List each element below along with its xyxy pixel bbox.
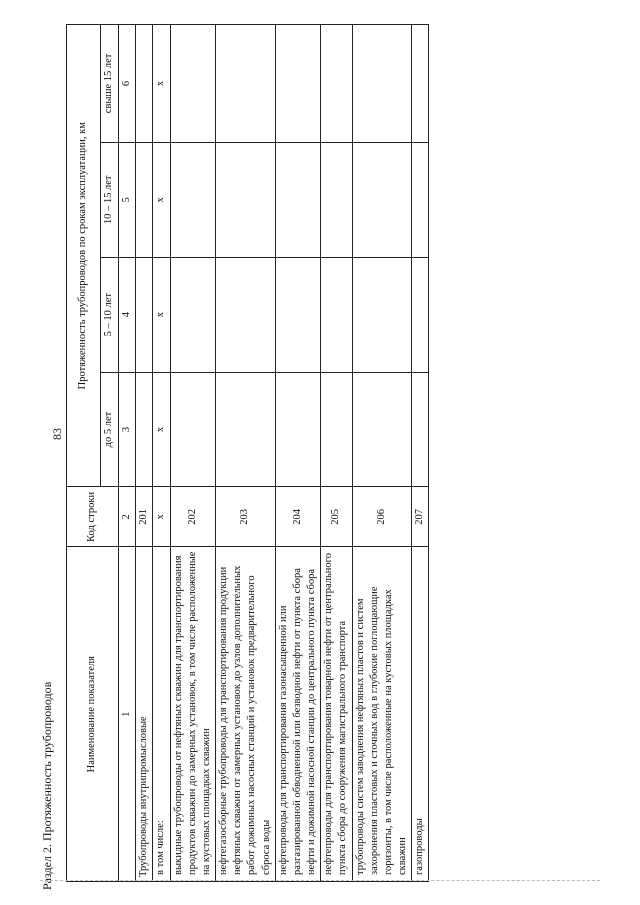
cell-value xyxy=(321,25,352,143)
row-code: х xyxy=(153,487,170,547)
cell-value xyxy=(275,142,321,257)
header-sub-4: свыше 15 лет xyxy=(101,25,119,143)
page-number: 83 xyxy=(50,428,64,440)
cell-value: х xyxy=(153,25,170,143)
cell-value xyxy=(136,142,153,257)
header-group: Протяженность трубопроводов по срокам эксплуатации, км xyxy=(67,25,101,487)
header-sub-3: 10 – 15 лет xyxy=(101,142,119,257)
row-code: 203 xyxy=(216,487,276,547)
cell-value xyxy=(321,257,352,372)
row-name: нефтепроводы для транспортирования газонасыщенной или разгазированной обводненной или безводной нефти от пункта сбора нефти и дожимной насосной станции до центрального пункта сбора xyxy=(275,547,321,882)
cell-value xyxy=(170,142,216,257)
cell-value xyxy=(352,257,412,372)
header-sub-1: до 5 лет xyxy=(101,372,119,487)
row-name: в том числе: xyxy=(153,547,170,882)
cell-value xyxy=(136,257,153,372)
cell-value xyxy=(275,25,321,143)
row-name: выкидные трубопроводы от нефтяных скважин для транспортирования продуктов скважин до замерных установок, в том числе расположенные на кустовых площадках скважин xyxy=(170,547,216,882)
cell-value xyxy=(170,372,216,487)
row-code: 207 xyxy=(412,487,429,547)
col-number-6: 6 xyxy=(119,25,136,143)
cell-value: х xyxy=(153,372,170,487)
col-number-4: 4 xyxy=(119,257,136,372)
cell-value xyxy=(216,142,276,257)
table-row xyxy=(352,25,412,882)
row-code: 201 xyxy=(136,487,153,547)
cell-value xyxy=(275,372,321,487)
cell-value xyxy=(136,372,153,487)
row-name: нефтегазосборные трубопроводы для транспортирования продукции нефтяных скважин от замерных установок до узлов дополнительных работ дожимных насосных станций и установок предварительного сброса воды xyxy=(216,547,276,882)
col-number-1: 1 xyxy=(119,547,136,882)
scan-edge-divider xyxy=(40,880,600,881)
cell-value xyxy=(275,257,321,372)
rotated-page-content xyxy=(40,30,640,890)
cell-value: х xyxy=(153,142,170,257)
cell-value xyxy=(170,257,216,372)
section-title: Раздел 2. Протяженность трубопроводов xyxy=(40,681,54,890)
cell-value xyxy=(352,25,412,143)
cell-value xyxy=(412,25,429,143)
cell-value: х xyxy=(153,257,170,372)
cell-value xyxy=(216,372,276,487)
col-number-2: 2 xyxy=(119,487,136,547)
col-number-3: 3 xyxy=(119,372,136,487)
table-row xyxy=(170,25,216,882)
cell-value xyxy=(352,372,412,487)
cell-value xyxy=(412,257,429,372)
row-code: 204 xyxy=(275,487,321,547)
row-code: 202 xyxy=(170,487,216,547)
table-row xyxy=(321,25,352,882)
cell-value xyxy=(352,142,412,257)
cell-value xyxy=(412,142,429,257)
row-code: 206 xyxy=(352,487,412,547)
pipeline-length-table xyxy=(66,24,429,882)
cell-value xyxy=(216,25,276,143)
row-name: нефтепроводы для транспортирования товарной нефти от центрального пункта сбора до сооружения магистрального транспорта xyxy=(321,547,352,882)
cell-value xyxy=(170,25,216,143)
header-sub-2: 5 – 10 лет xyxy=(101,257,119,372)
cell-value xyxy=(321,372,352,487)
row-name: Трубопроводы внутрипромысловые xyxy=(136,547,153,882)
header-code: Код строки xyxy=(67,487,119,547)
table-row xyxy=(216,25,276,882)
header-name: Наименование показателя xyxy=(67,547,119,882)
table-row xyxy=(275,25,321,882)
cell-value xyxy=(321,142,352,257)
row-code: 205 xyxy=(321,487,352,547)
table-row xyxy=(412,25,429,882)
cell-value xyxy=(412,372,429,487)
col-number-5: 5 xyxy=(119,142,136,257)
cell-value xyxy=(136,25,153,143)
row-name: трубопроводы систем заводнения нефтяных пластов и систем захоронения пластовых и сточных вод в глубокие поглощающие горизонты, в том числе расположенные на кустовых площадках скважин xyxy=(352,547,412,882)
table-row xyxy=(153,25,170,882)
table-row xyxy=(136,25,153,882)
row-name: газопроводы xyxy=(412,547,429,882)
cell-value xyxy=(216,257,276,372)
